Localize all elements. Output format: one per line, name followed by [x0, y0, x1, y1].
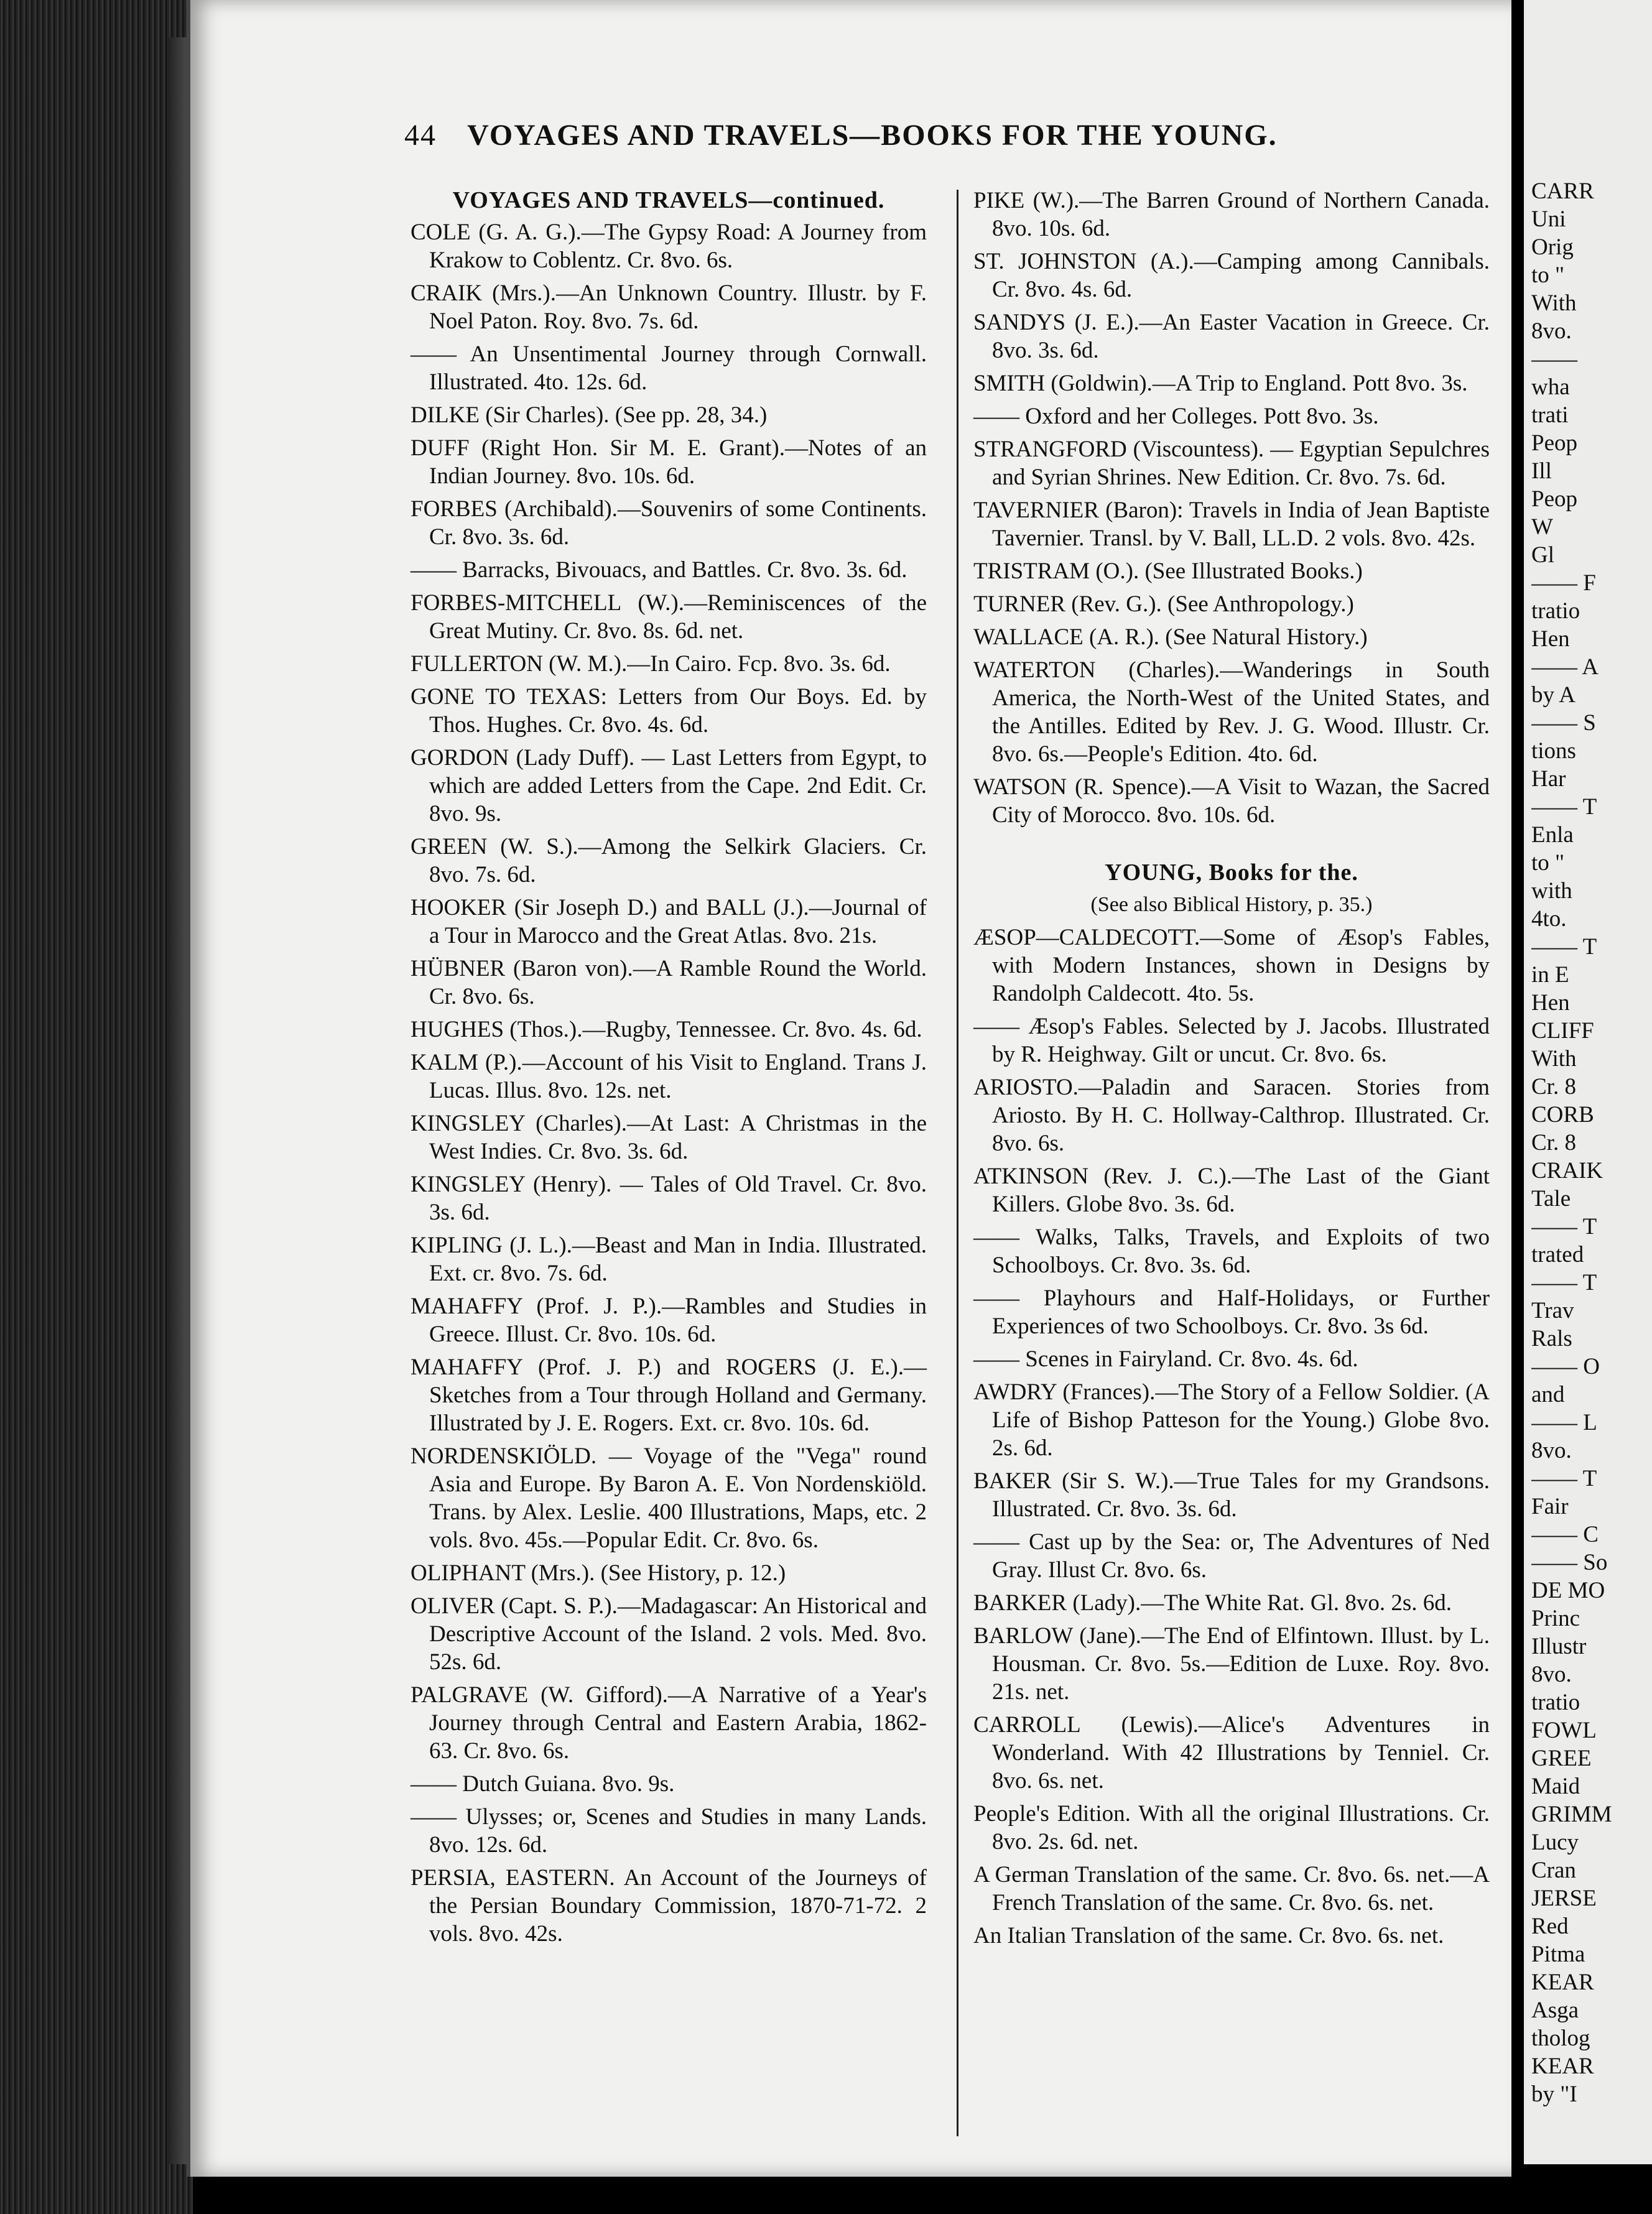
next-page-line: —— T — [1531, 1214, 1597, 1239]
next-page-line: —— So — [1531, 1550, 1608, 1575]
catalogue-entry: KINGSLEY (Charles).—At Last: A Christmas in the West Indies. Cr. 8vo. 3s. 6d. — [411, 1111, 927, 1164]
next-page-line: wha — [1531, 374, 1570, 400]
next-page-line: Hen — [1531, 626, 1570, 652]
next-page-line: Uni — [1531, 206, 1566, 232]
page-gutter — [1511, 0, 1524, 2214]
catalogue-entry: FORBES (Archibald).—Souvenirs of some Continents. Cr. 8vo. 3s. 6d. — [411, 496, 927, 550]
catalogue-entry: —— Cast up by the Sea: or, The Adventures of Ned Gray. Illust Cr. 8vo. 6s. — [973, 1529, 1490, 1583]
catalogue-entry: KIPLING (J. L.).—Beast and Man in India. Illustrated. Ext. cr. 8vo. 7s. 6d. — [411, 1233, 927, 1286]
next-page-line: tholog — [1531, 2026, 1590, 2051]
catalogue-entry: STRANGFORD (Viscountess). — Egyptian Sepulchres and Syrian Shrines. New Edition. Cr. 8vo. 7s. 6d. — [973, 437, 1490, 490]
next-page-line: CARR — [1531, 178, 1594, 204]
next-page-text — [1531, 177, 1652, 2108]
next-page-line: CORB — [1531, 1102, 1594, 1128]
next-page-line: Princ — [1531, 1606, 1580, 1631]
catalogue-entry: HÜBNER (Baron von).—A Ramble Round the World. Cr. 8vo. 6s. — [411, 956, 927, 1009]
catalogue-entry: GONE TO TEXAS: Letters from Our Boys. Ed. by Thos. Hughes. Cr. 8vo. 4s. 6d. — [411, 684, 927, 738]
catalogue-entry: —— Oxford and her Colleges. Pott 8vo. 3s. — [973, 404, 1379, 429]
catalogue-entry: SANDYS (J. E.).—An Easter Vacation in Greece. Cr. 8vo. 3s. 6d. — [973, 310, 1490, 363]
catalogue-entry: MAHAFFY (Prof. J. P.) and ROGERS (J. E.).—Sketches from a Tour through Holland and Germany. Illustrated by J. E. Rogers. Ext. cr. 8vo. 10s. 6d. — [411, 1355, 927, 1436]
catalogue-entry: GREEN (W. S.).—Among the Selkirk Glaciers. Cr. 8vo. 7s. 6d. — [411, 834, 927, 887]
catalogue-entry: TRISTRAM (O.). (See Illustrated Books.) — [973, 558, 1363, 584]
next-page-line: Pitma — [1531, 1942, 1585, 1967]
next-page-line: Illustr — [1531, 1634, 1587, 1659]
next-page-line: with — [1531, 878, 1572, 904]
next-page-line: —— F — [1531, 570, 1596, 596]
catalogue-entry: —— Ulysses; or, Scenes and Studies in many Lands. 8vo. 12s. 6d. — [411, 1804, 927, 1858]
catalogue-entry: A German Translation of the same. Cr. 8vo. 6s. net.—A French Translation of the same. Cr. 8vo. 6s. net. — [973, 1862, 1490, 1915]
catalogue-entry: BAKER (Sir S. W.).—True Tales for my Grandsons. Illustrated. Cr. 8vo. 3s. 6d. — [973, 1468, 1490, 1522]
next-page-line: —— — [1531, 346, 1577, 372]
next-page-line: Ill — [1531, 458, 1552, 484]
catalogue-entry: KALM (P.).—Account of his Visit to England. Trans J. Lucas. Illus. 8vo. 12s. net. — [411, 1050, 927, 1103]
next-page-line: Maid — [1531, 1774, 1580, 1799]
page-header — [404, 118, 1387, 152]
next-page-line: 8vo. — [1531, 1438, 1572, 1463]
catalogue-entry: TAVERNIER (Baron): Travels in India of Jean Baptiste Tavernier. Transl. by V. Ball, LL.D. 2 vols. 8vo. 42s. — [973, 498, 1490, 551]
next-page-line: Cr. 8 — [1531, 1074, 1576, 1100]
next-page-line: trated — [1531, 1242, 1584, 1267]
next-page-line: Trav — [1531, 1298, 1574, 1323]
catalogue-entry: ÆSOP—CALDECOTT.—Some of Æsop's Fables, with Modern Instances, shown in Designs by Randolph Caldecott. 4to. 5s. — [973, 925, 1490, 1006]
catalogue-entry: CARROLL (Lewis).—Alice's Adventures in Wonderland. With 42 Illustrations by Tenniel. Cr. 8vo. 6s. net. — [973, 1712, 1490, 1794]
catalogue-entry: OLIVER (Capt. S. P.).—Madagascar: An Historical and Descriptive Account of the Island. 2 vols. Med. 8vo. 52s. 6d. — [411, 1593, 927, 1675]
catalogue-entry: WALLACE (A. R.). (See Natural History.) — [973, 624, 1368, 650]
catalogue-entry: HUGHES (Thos.).—Rugby, Tennessee. Cr. 8vo. 4s. 6d. — [411, 1017, 922, 1042]
catalogue-entry: BARLOW (Jane).—The End of Elfintown. Illust. by L. Housman. Cr. 8vo. 5s.—Edition de Luxe. Roy. 8vo. 21s. net. — [973, 1623, 1490, 1705]
next-page-line: —— O — [1531, 1354, 1600, 1379]
next-page-line: 8vo. — [1531, 318, 1572, 344]
catalogue-entry: DUFF (Right Hon. Sir M. E. Grant).—Notes of an Indian Journey. 8vo. 10s. 6d. — [411, 435, 927, 489]
next-page-line: Asga — [1531, 1998, 1579, 2023]
next-page-line: Peop — [1531, 486, 1577, 512]
left-entry-list — [411, 218, 927, 1948]
catalogue-entry: ATKINSON (Rev. J. C.).—The Last of the Giant Killers. Globe 8vo. 3s. 6d. — [973, 1164, 1490, 1217]
next-page-line: CRAIK — [1531, 1158, 1603, 1183]
catalogue-entry: An Italian Translation of the same. Cr. 8vo. 6s. net. — [973, 1923, 1444, 1948]
next-page-line: Red — [1531, 1914, 1569, 1939]
next-page-line: Cran — [1531, 1858, 1576, 1883]
catalogue-entry: —— Playhours and Half-Holidays, or Further Experiences of two Schoolboys. Cr. 8vo. 3s 6d. — [973, 1285, 1490, 1339]
catalogue-entry: AWDRY (Frances).—The Story of a Fellow Soldier. (A Life of Bishop Patteson for the Young.) Globe 8vo. 2s. 6d. — [973, 1379, 1490, 1461]
next-page-line: —— T — [1531, 1466, 1597, 1491]
next-page-line: tratio — [1531, 1690, 1580, 1715]
next-page-line: Rals — [1531, 1326, 1572, 1351]
catalogue-entry: People's Edition. With all the original Illustrations. Cr. 8vo. 2s. 6d. net. — [973, 1801, 1490, 1855]
page-number: 44 — [404, 119, 437, 152]
next-page-line: W — [1531, 514, 1553, 540]
catalogue-entry: —— An Unsentimental Journey through Cornwall. Illustrated. 4to. 12s. 6d. — [411, 341, 927, 395]
catalogue-entry: —— Dutch Guiana. 8vo. 9s. — [411, 1771, 675, 1797]
catalogue-entry: WATSON (R. Spence).—A Visit to Wazan, the Sacred City of Morocco. 8vo. 10s. 6d. — [973, 774, 1490, 828]
next-page-line: to " — [1531, 850, 1565, 876]
catalogue-entry: —— Walks, Talks, Travels, and Exploits of two Schoolboys. Cr. 8vo. 3s. 6d. — [973, 1225, 1490, 1278]
catalogue-entry: FULLERTON (W. M.).—In Cairo. Fcp. 8vo. 3s. 6d. — [411, 651, 891, 677]
next-page-line: CLIFF — [1531, 1018, 1594, 1044]
next-page-line: Gl — [1531, 542, 1554, 568]
next-page-line: tions — [1531, 738, 1576, 764]
right-entry-list-top — [973, 187, 1490, 829]
right-entry-list-bottom — [973, 924, 1490, 1950]
left-column — [411, 187, 927, 1953]
next-page-line: Cr. 8 — [1531, 1130, 1576, 1156]
next-page-line: Tale — [1531, 1186, 1571, 1211]
next-page-line: in E — [1531, 962, 1569, 988]
next-page-line: Hen — [1531, 990, 1570, 1016]
next-page-line: JERSE — [1531, 1886, 1597, 1911]
catalogue-entry: OLIPHANT (Mrs.). (See History, p. 12.) — [411, 1560, 786, 1586]
catalogue-entry: SMITH (Goldwin).—A Trip to England. Pott 8vo. 3s. — [973, 371, 1468, 396]
section-title-voyages: VOYAGES AND TRAVELS—continued. — [452, 187, 885, 213]
next-page-line: Peop — [1531, 430, 1577, 456]
next-page-line: GREE — [1531, 1746, 1592, 1771]
next-page-line: DE MO — [1531, 1578, 1605, 1603]
catalogue-entry: —— Barracks, Bivouacs, and Battles. Cr. 8vo. 3s. 6d. — [411, 557, 907, 583]
catalogue-entry: MAHAFFY (Prof. J. P.).—Rambles and Studies in Greece. Illust. Cr. 8vo. 10s. 6d. — [411, 1294, 927, 1347]
next-page-line: trati — [1531, 402, 1569, 428]
next-page-line: tratio — [1531, 598, 1580, 624]
catalogue-entry: ST. JOHNSTON (A.).—Camping among Cannibals. Cr. 8vo. 4s. 6d. — [973, 249, 1490, 302]
next-page-line: —— T — [1531, 1270, 1597, 1295]
catalogue-entry: TURNER (Rev. G.). (See Anthropology.) — [973, 591, 1354, 617]
next-page-line: With — [1531, 290, 1577, 316]
next-page-line: Har — [1531, 766, 1566, 792]
next-page-line: —— T — [1531, 794, 1597, 820]
book-page-edges — [0, 0, 193, 2214]
catalogue-entry: NORDENSKIÖLD. — Voyage of the "Vega" round Asia and Europe. By Baron A. E. Von Nordenskiöld. Trans. by Alex. Leslie. 400 Illustrations, Maps, etc. 2 vols. 8vo. 45s.—Popular Edit. Cr. 8vo. 6s. — [411, 1443, 927, 1553]
page-title: VOYAGES AND TRAVELS—BOOKS FOR THE YOUNG. — [467, 119, 1278, 152]
next-page-line: Lucy — [1531, 1830, 1579, 1855]
next-page-line: FOWL — [1531, 1718, 1597, 1743]
next-page-line: —— C — [1531, 1522, 1599, 1547]
column-divider — [957, 190, 958, 2136]
catalogue-entry: PALGRAVE (W. Gifford).—A Narrative of a Year's Journey through Central and Eastern Arabia, 1862-63. Cr. 8vo. 6s. — [411, 1682, 927, 1764]
section-cross-reference: (See also Biblical History, p. 35.) — [1090, 893, 1373, 916]
catalogue-entry: COLE (G. A. G.).—The Gypsy Road: A Journey from Krakow to Coblentz. Cr. 8vo. 6s. — [411, 220, 927, 273]
next-page-line: to " — [1531, 262, 1565, 288]
catalogue-entry: —— Æsop's Fables. Selected by J. Jacobs. Illustrated by R. Heighway. Gilt or uncut. Cr. 8vo. 6s. — [973, 1014, 1490, 1067]
next-page-line: by "I — [1531, 2082, 1577, 2107]
next-page-line: Fair — [1531, 1494, 1569, 1519]
catalogue-entry: PIKE (W.).—The Barren Ground of Northern Canada. 8vo. 10s. 6d. — [973, 188, 1490, 241]
section-title-young: YOUNG, Books for the. — [1105, 859, 1358, 886]
next-page-line: With — [1531, 1046, 1577, 1072]
catalogue-entry: GORDON (Lady Duff). — Last Letters from Egypt, to which are added Letters from the Cape. 2nd Edit. Cr. 8vo. 9s. — [411, 745, 927, 827]
catalogue-entry: DILKE (Sir Charles). (See pp. 28, 34.) — [411, 402, 768, 428]
next-page-line: 4to. — [1531, 906, 1567, 932]
next-page-line: 8vo. — [1531, 1662, 1572, 1687]
next-page-line: —— L — [1531, 1410, 1597, 1435]
catalogue-entry: WATERTON (Charles).—Wanderings in South America, the North-West of the United States, and the Antilles. Edited by Rev. J. G. Wood. Illustr. Cr. 8vo. 6s.—People's Edition. 4to. 6d. — [973, 657, 1490, 767]
next-page-line: —— S — [1531, 710, 1596, 736]
catalogue-entry: KINGSLEY (Henry). — Tales of Old Travel. Cr. 8vo. 3s. 6d. — [411, 1172, 927, 1225]
next-page-line: KEAR — [1531, 2054, 1594, 2079]
catalogue-entry: FORBES-MITCHELL (W.).—Reminiscences of the Great Mutiny. Cr. 8vo. 8s. 6d. net. — [411, 590, 927, 644]
next-page-line: KEAR — [1531, 1970, 1594, 1995]
next-page-line: —— A — [1531, 654, 1599, 680]
catalogue-entry: —— Scenes in Fairyland. Cr. 8vo. 4s. 6d. — [973, 1346, 1358, 1372]
right-column — [973, 187, 1490, 1955]
next-page-line: by A — [1531, 682, 1575, 708]
catalogue-entry: HOOKER (Sir Joseph D.) and BALL (J.).—Journal of a Tour in Marocco and the Great Atlas. 8vo. 21s. — [411, 895, 927, 948]
catalogue-entry: ARIOSTO.—Paladin and Saracen. Stories from Ariosto. By H. C. Hollway-Calthrop. Illustrated. Cr. 8vo. 6s. — [973, 1075, 1490, 1156]
next-page-line: —— T — [1531, 934, 1597, 960]
next-page-line: GRIMM — [1531, 1802, 1612, 1827]
next-page-line: Orig — [1531, 234, 1574, 260]
next-page-line: and — [1531, 1382, 1565, 1407]
catalogue-entry: PERSIA, EASTERN. An Account of the Journeys of the Persian Boundary Commission, 1870-71-72. 2 vols. 8vo. 42s. — [411, 1865, 927, 1947]
catalogue-entry: CRAIK (Mrs.).—An Unknown Country. Illustr. by F. Noel Paton. Roy. 8vo. 7s. 6d. — [411, 280, 927, 334]
next-page-line: Enla — [1531, 822, 1574, 848]
catalogue-entry: BARKER (Lady).—The White Rat. Gl. 8vo. 2s. 6d. — [973, 1590, 1452, 1616]
